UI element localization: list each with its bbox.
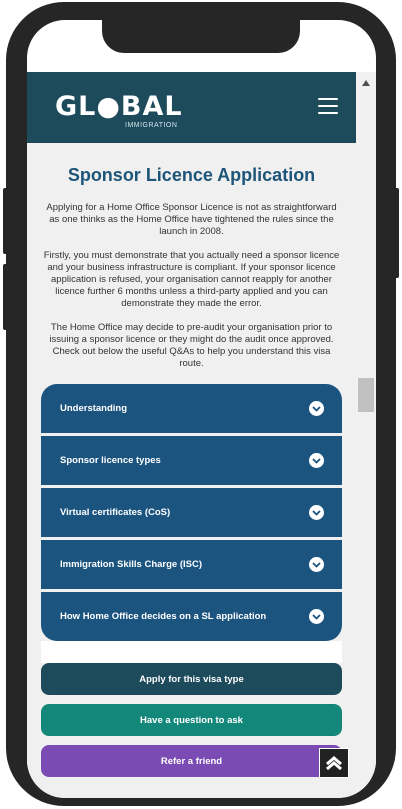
phone-screen <box>27 20 376 798</box>
page-scrollbar[interactable] <box>356 72 376 798</box>
global-immigration-logo[interactable] <box>55 91 183 129</box>
accordion-item-understanding[interactable] <box>41 384 342 436</box>
chevron-down-icon <box>309 609 324 624</box>
web-page <box>27 72 356 798</box>
ask-question-button[interactable]: Have a question to ask <box>41 704 342 736</box>
chevron-down-icon <box>309 505 324 520</box>
accordion-item-label: Virtual certificates (CoS) <box>60 507 171 518</box>
requirements-paragraph: Firstly, you must demonstrate that you actually need a sponsor licence and your business infrastructure is compliant. If your sponsor licence application is refused, your organisation cannot reapply for another licence further 6 months unless a third-party applied and you can demonstrate they made the error. <box>43 250 340 309</box>
logo-text: GL●BAL <box>55 91 183 122</box>
accordion-item-label: Sponsor licence types <box>60 455 161 466</box>
accordion-item-virtual-certificates[interactable] <box>41 488 342 540</box>
phone-side-button <box>3 188 8 254</box>
audit-paragraph: The Home Office may decide to pre-audit your organisation prior to issuing a sponsor licence or they might do the audit once approved. Check out below the useful Q&As to help you understand this visa route. <box>49 322 334 369</box>
scroll-up-arrow-icon[interactable] <box>362 80 370 86</box>
phone-notch <box>102 20 300 53</box>
accordion-item-licence-types[interactable] <box>41 436 342 488</box>
intro-paragraph: Applying for a Home Office Sponsor Licence is not as straightforward as one thinks as the Home Office have tightened the rules since the launch in 2008. <box>46 202 337 237</box>
refer-friend-button[interactable]: Refer a friend <box>41 745 342 777</box>
logo-subtitle: IMMIGRATION <box>125 122 178 129</box>
scrollbar-thumb[interactable] <box>358 378 374 412</box>
back-to-top-button[interactable] <box>319 748 349 778</box>
faq-accordion <box>41 384 342 641</box>
phone-side-button <box>394 188 399 278</box>
accordion-item-label: How Home Office decides on a SL application <box>60 611 267 622</box>
chevron-down-icon <box>309 453 324 468</box>
accordion-item-isc[interactable] <box>41 540 342 592</box>
accordion-item-label: Understanding <box>60 403 128 414</box>
page-title: Sponsor Licence Application <box>67 165 316 185</box>
chevron-down-icon <box>309 557 324 572</box>
hamburger-icon[interactable] <box>318 98 338 114</box>
spacer <box>41 641 342 663</box>
site-header <box>27 72 356 143</box>
accordion-item-label: Immigration Skills Charge (ISC) <box>60 559 202 570</box>
chevron-up-icon <box>325 756 343 770</box>
apply-visa-button[interactable]: Apply for this visa type <box>41 663 342 695</box>
accordion-item-home-office-decision[interactable] <box>41 592 342 641</box>
chevron-down-icon <box>309 401 324 416</box>
phone-side-button <box>3 264 8 330</box>
